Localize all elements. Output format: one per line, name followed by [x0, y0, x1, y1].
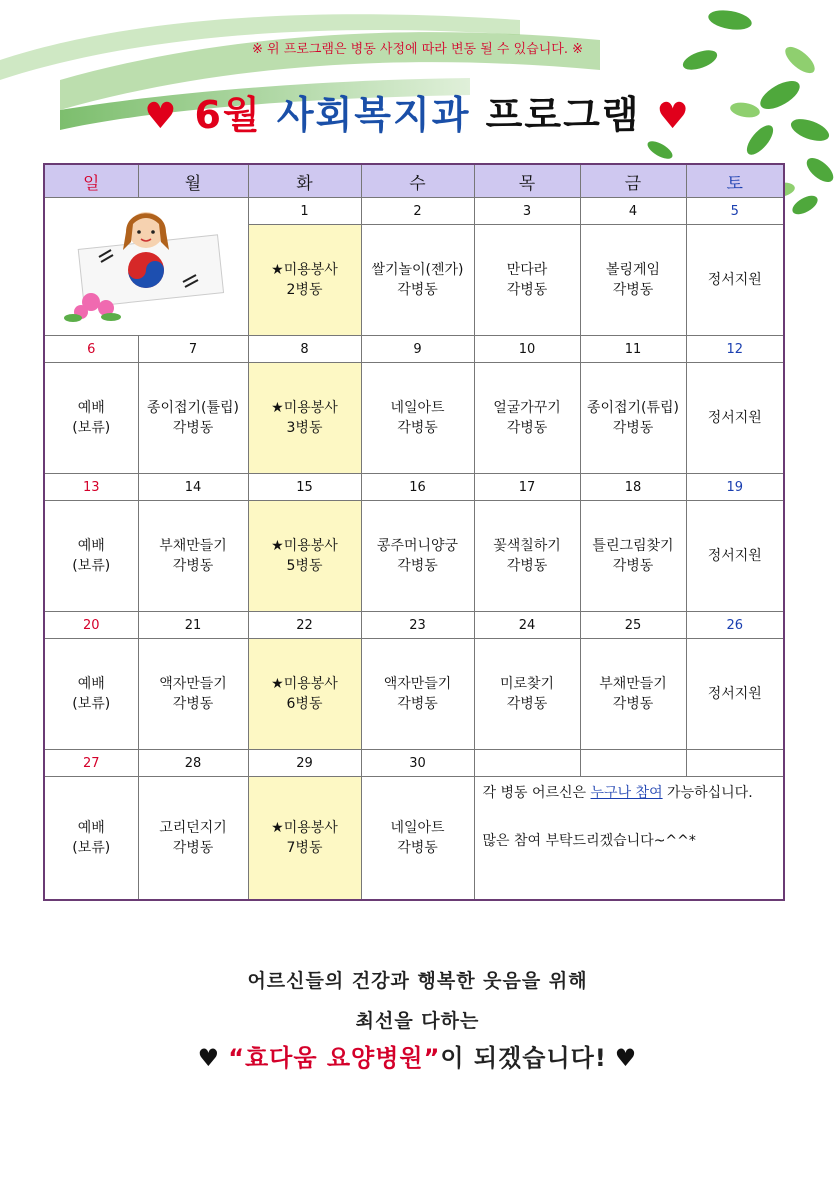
activity-ward: 각병동: [397, 420, 438, 436]
week-activities: [44, 777, 784, 901]
activity-name: 네일아트: [390, 820, 445, 836]
week-day-numbers: [44, 750, 784, 777]
activity-ward: (보류): [72, 696, 111, 712]
activity-ward: 각병동: [506, 420, 548, 436]
weekday-label: 목: [474, 164, 580, 198]
activity-cell: [361, 639, 474, 750]
day-number: 17: [474, 474, 580, 501]
heart-icon: ♥: [144, 96, 179, 137]
week-activities: [44, 639, 784, 750]
day-number: 13: [44, 474, 138, 501]
activity-cell: [248, 225, 361, 336]
day-number: 26: [686, 612, 784, 639]
day-number: [580, 750, 686, 777]
activity-ward: 각병동: [397, 282, 438, 298]
activity-name: 정서지원: [707, 548, 762, 564]
program-calendar: [43, 163, 785, 901]
day-number: 29: [248, 750, 361, 777]
page-title: [0, 84, 835, 139]
day-number: 16: [361, 474, 474, 501]
day-number: 3: [474, 198, 580, 225]
activity-name: ★미용봉사: [271, 400, 338, 416]
activity-cell: [361, 225, 474, 336]
week-activities: [44, 501, 784, 612]
week-day-numbers: [44, 198, 784, 225]
day-number: 8: [248, 336, 361, 363]
activity-cell: [361, 501, 474, 612]
day-number: 12: [686, 336, 784, 363]
day-number: 23: [361, 612, 474, 639]
activity-name: 예배: [77, 400, 105, 416]
day-number: 21: [138, 612, 248, 639]
weekday-header-row: [44, 164, 784, 198]
activity-name: 볼링게임: [605, 262, 661, 278]
activity-ward: 각병동: [397, 696, 438, 712]
day-number: 18: [580, 474, 686, 501]
day-number: [474, 750, 580, 777]
activity-cell: [474, 501, 580, 612]
activity-cell: [138, 639, 248, 750]
activity-name: 틀린그림찾기: [592, 538, 674, 554]
activity-cell: [44, 777, 138, 901]
activity-ward: 각병동: [506, 558, 548, 574]
closing-line-2: 최선을 다하는: [355, 1010, 480, 1032]
week-day-numbers: [44, 474, 784, 501]
girl-flag-image: [51, 202, 241, 327]
activity-cell: [44, 501, 138, 612]
day-number: 10: [474, 336, 580, 363]
girl-with-flag-illustration: [44, 198, 248, 336]
activity-name: 정서지원: [707, 272, 762, 288]
activity-cell: [248, 363, 361, 474]
activity-name: 부채만들기: [159, 538, 227, 554]
closing-text: 이 되겠습니다!: [440, 1044, 607, 1072]
day-number: 28: [138, 750, 248, 777]
activity-name: 만다라: [506, 262, 548, 278]
activity-ward: 각병동: [506, 696, 548, 712]
day-number: 15: [248, 474, 361, 501]
weekday-label: 토: [686, 164, 784, 198]
hospital-name: “효다움 요양병원”: [228, 1044, 441, 1072]
day-number: 4: [580, 198, 686, 225]
activity-ward: 각병동: [612, 282, 654, 298]
activity-ward: 각병동: [612, 696, 654, 712]
activity-cell: [686, 501, 784, 612]
activity-name: 예배: [77, 820, 105, 836]
day-number: 5: [686, 198, 784, 225]
heart-icon: ♥: [197, 1044, 221, 1072]
activity-ward: (보류): [72, 420, 111, 436]
activity-cell: [361, 777, 474, 901]
closing-line-3: [0, 1038, 835, 1073]
activity-name: ★미용봉사: [271, 820, 338, 836]
activity-cell: [361, 363, 474, 474]
day-number: 14: [138, 474, 248, 501]
week-day-numbers: [44, 336, 784, 363]
day-number: 6: [44, 336, 138, 363]
day-number: 2: [361, 198, 474, 225]
activity-ward: 각병동: [612, 420, 654, 436]
activity-name: 미로찾기: [499, 676, 555, 692]
title-program: 프로그램: [485, 93, 641, 137]
activity-ward: 3병동: [286, 420, 323, 436]
activity-ward: 6병동: [286, 696, 323, 712]
activity-name: 액자만들기: [383, 676, 452, 692]
activity-name: ★미용봉사: [271, 262, 338, 278]
activity-cell: [686, 363, 784, 474]
day-number: [686, 750, 784, 777]
weekday-label: 금: [580, 164, 686, 198]
activity-ward: 각병동: [397, 558, 438, 574]
activity-ward: 2병동: [286, 282, 323, 298]
activity-cell: [474, 225, 580, 336]
day-number: 9: [361, 336, 474, 363]
note-highlight: 누구나 참여: [590, 785, 663, 801]
day-number: 24: [474, 612, 580, 639]
day-number: 22: [248, 612, 361, 639]
day-number: 1: [248, 198, 361, 225]
activity-cell: [44, 639, 138, 750]
weekday-label: 일: [44, 164, 138, 198]
activity-name: ★미용봉사: [271, 538, 338, 554]
day-number: 27: [44, 750, 138, 777]
activity-ward: 각병동: [397, 840, 438, 856]
week-day-numbers: [44, 612, 784, 639]
activity-ward: 각병동: [172, 420, 214, 436]
activity-cell: [474, 363, 580, 474]
activity-name: ★미용봉사: [271, 676, 338, 692]
activity-ward: 각병동: [506, 282, 548, 298]
note-line-2: 많은 참여 부탁드리겠습니다~^^*: [482, 833, 696, 849]
activity-name: 예배: [77, 676, 105, 692]
activity-name: 정서지원: [707, 410, 762, 426]
participation-note: [474, 777, 784, 901]
activity-cell: [580, 363, 686, 474]
activity-cell: [474, 639, 580, 750]
day-number: 25: [580, 612, 686, 639]
activity-ward: 5병동: [286, 558, 323, 574]
activity-name: 부채만들기: [599, 676, 667, 692]
day-number: 7: [138, 336, 248, 363]
activity-cell: [686, 225, 784, 336]
note-text: 가능하십니다.: [662, 785, 753, 801]
activity-cell: [138, 501, 248, 612]
activity-ward: (보류): [72, 840, 111, 856]
activity-ward: 각병동: [172, 696, 214, 712]
activity-cell: [686, 639, 784, 750]
activity-ward: 각병동: [172, 840, 214, 856]
weekday-label: 화: [248, 164, 361, 198]
heart-icon: ♥: [656, 96, 691, 137]
activity-name: 얼굴가꾸기: [493, 400, 561, 416]
activity-name: 네일아트: [390, 400, 445, 416]
activity-name: 고리던지기: [159, 820, 227, 836]
activity-name: 액자만들기: [159, 676, 227, 692]
activity-name: 종이접기(튜립): [586, 400, 680, 416]
day-number: 19: [686, 474, 784, 501]
weekday-label: 월: [138, 164, 248, 198]
activity-name: 콩주머니양궁: [376, 538, 459, 554]
schedule-change-notice: ※ 위 프로그램은 병동 사정에 따라 변동 될 수 있습니다. ※: [252, 42, 583, 57]
activity-name: 종이접기(튤립): [146, 400, 240, 416]
heart-icon: ♥: [614, 1044, 638, 1072]
note-text: 각 병동 어르신은: [482, 785, 591, 801]
activity-name: 예배: [77, 538, 105, 554]
activity-cell: [138, 777, 248, 901]
activity-name: 정서지원: [707, 686, 762, 702]
day-number: 11: [580, 336, 686, 363]
note-line-1: [483, 785, 753, 801]
activity-ward: (보류): [72, 558, 111, 574]
activity-cell: [248, 501, 361, 612]
activity-cell: [580, 225, 686, 336]
activity-cell: [580, 639, 686, 750]
activity-name: 꽃색칠하기: [493, 538, 561, 554]
activity-cell: [44, 363, 138, 474]
week-activities: [44, 363, 784, 474]
title-month: 6월: [194, 93, 262, 137]
closing-line-1: 어르신들의 건강과 행복한 웃음을 위해: [247, 970, 588, 992]
activity-cell: [248, 639, 361, 750]
activity-ward: 각병동: [612, 558, 654, 574]
activity-cell: [138, 363, 248, 474]
activity-cell: [248, 777, 361, 901]
day-number: 30: [361, 750, 474, 777]
weekday-label: 수: [361, 164, 474, 198]
activity-cell: [580, 501, 686, 612]
activity-ward: 각병동: [172, 558, 214, 574]
day-number: 20: [44, 612, 138, 639]
title-department: 사회복지과: [276, 93, 471, 137]
activity-ward: 7병동: [286, 840, 323, 856]
activity-name: 쌀기놀이(젠가): [371, 262, 464, 278]
